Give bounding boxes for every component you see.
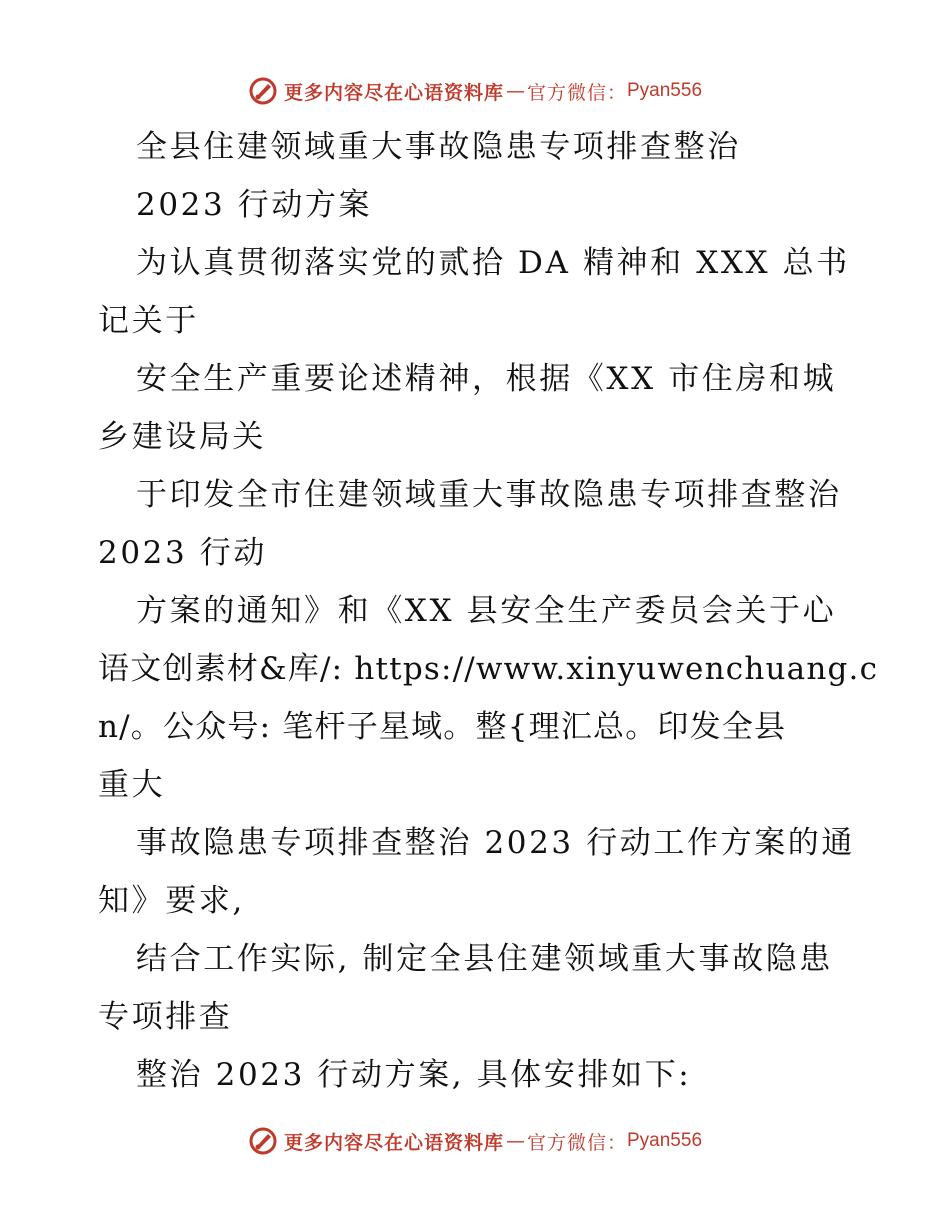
paragraph-line: 结合工作实际, 制定全县住建领域重大事故隐患 bbox=[136, 941, 833, 977]
watermark-wechat-id: Pyan556 bbox=[627, 80, 703, 101]
paragraph-line: 语文创素材&库/: https://www.xinyuwenchuang.c bbox=[98, 651, 879, 687]
paragraph-line: n/。公众号: 笔杆子星域。整{理汇总。印发全县 bbox=[98, 709, 787, 745]
watermark-wechat-label: 官方微信： bbox=[526, 1131, 627, 1154]
document-body bbox=[98, 118, 879, 1104]
watermark-wechat-id: Pyan556 bbox=[627, 1130, 703, 1151]
header-watermark bbox=[0, 74, 950, 108]
watermark-dash: — bbox=[505, 1130, 525, 1152]
paragraph-line: 知》要求, bbox=[98, 883, 245, 919]
document-title-line: 2023 行动方案 bbox=[136, 187, 373, 223]
paragraph-line: 2023 行动 bbox=[98, 535, 267, 571]
paragraph-line: 重大 bbox=[98, 767, 166, 803]
watermark-dash: — bbox=[505, 80, 525, 102]
watermark-wechat-label: 官方微信： bbox=[526, 81, 627, 104]
paragraph-line: 方案的通知》和《XX 县安全生产委员会关于心 bbox=[136, 593, 837, 629]
paragraph-line: 为认真贯彻落实党的贰拾 DA 精神和 XXX 总书 bbox=[136, 245, 850, 281]
footer-watermark bbox=[0, 1124, 950, 1158]
paragraph-line: 专项排查 bbox=[98, 999, 233, 1035]
paragraph-line: 记关于 bbox=[98, 303, 199, 339]
paragraph-line: 整治 2023 行动方案, 具体安排如下: bbox=[136, 1057, 692, 1093]
paragraph-line: 事故隐患专项排查整治 2023 行动工作方案的通 bbox=[136, 825, 855, 861]
paragraph-line: 安全生产重要论述精神，根据《XX 市住房和城 bbox=[136, 361, 837, 397]
paragraph-line: 乡建设局关 bbox=[98, 419, 266, 455]
brush-seal-icon bbox=[248, 76, 278, 106]
document-title-line: 全县住建领域重大事故隐患专项排查整治 bbox=[136, 129, 741, 165]
watermark-main-text: 更多内容尽在心语资料库 bbox=[283, 81, 504, 104]
paragraph-line: 于印发全市住建领域重大事故隐患专项排查整治 bbox=[136, 477, 842, 513]
brush-seal-icon bbox=[248, 1126, 278, 1156]
watermark-main-text: 更多内容尽在心语资料库 bbox=[283, 1131, 504, 1154]
